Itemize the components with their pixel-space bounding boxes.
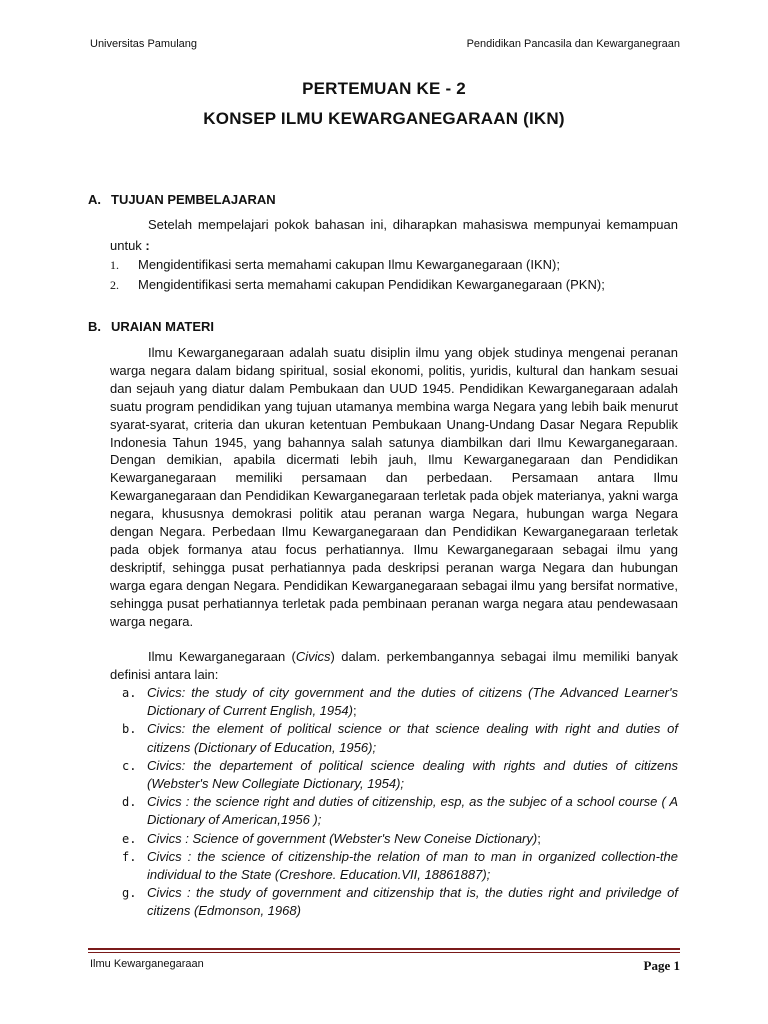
objective-item xyxy=(110,257,560,273)
section-a-intro-text: Setelah mempelajari pokok bahasan ini, diharapkan mahasiswa mempunyai kemampuan untuk xyxy=(110,217,678,253)
section-a-intro xyxy=(110,214,678,256)
section-a-intro-colon: : xyxy=(141,238,150,253)
objective-text: Mengidentifikasi serta memahami cakupan Pendidikan Kewarganegaraan (PKN); xyxy=(138,277,605,292)
definition-marker: a. xyxy=(122,686,137,700)
definition-text: Civics: the departement of political science dealing with rights and duties of citizens (Webster's New Collegiate Dictionary, 1954); xyxy=(147,757,678,792)
definition-marker: c. xyxy=(122,758,137,773)
definition-text: Civics : Science of government (Webster's New Coneise Dictionary) xyxy=(147,830,538,846)
definition-item xyxy=(122,848,678,884)
header-course: Pendidikan Pancasila dan Kewarganegraan xyxy=(466,38,680,50)
section-a-title: TUJUAN PEMBELAJARAN xyxy=(111,192,276,207)
meeting-title: PERTEMUAN KE - 2 xyxy=(302,79,466,98)
section-b-letter: B. xyxy=(88,319,101,334)
body-paragraph-1: Ilmu Kewarganegaraan adalah suatu disiplin ilmu yang objek studinya mengenai peranan warga negara dalam bidang spiritual, sosial ekonomi, politis, yuridis, kultural dan hankam sesuai dan sejauh yang diatur dalam Pembukaan dan UUD 1945. Pendidikan Kewarganegaraan adalah suatu program pendidikan yang tujuan utamanya membina warga Negara yang lebih baik menurut syarat-syarat, criteria dan ukuran ketentuan Pembukaan Unang-Undang Dasar Negara Republik Indonesia Tahun 1945, yang bahannya salah satunya diambilkan dari Ilmu Kewarganegaraan. Dengan demikian, apabila dicermati lebih jauh, Ilmu Kewarganegaraan dan Pendidikan Kewarganegaraan memiliki persamaan dan perbedaan. Persamaan antara Ilmu Kewarganegaraan dan Pendidikan Kewarganegaraan terletak pada objek materianya, yakni warga negara, khususnya demokrasi politik atau peranan warga Negara, hubungan warga Negara dengan Negara. Perbedaan Ilmu Kewarganegaraan dan Pendidikan Kewarganegaraan terletak pada objek formanya atau focus perhatiannya. Ilmu Kewarganegaraan sebagai ilmu yang deskriptif, sehingga pusat perhatiannya pada deskripsi peranan warga Negara dan hubungan warga egara dengan Negara. Pendidikan Kewarganegaraan sebagai ilmu yang bersifat normative, sehingga pusat perhatiannya terletak pada pembinaan peranan warga negara atau pendewasaan warga negara. xyxy=(110,345,678,629)
page-number: Page 1 xyxy=(643,958,680,973)
definition-item xyxy=(122,684,678,720)
civics-term: Civics xyxy=(295,649,331,664)
section-a-heading xyxy=(88,192,276,207)
footer-course: Ilmu Kewarganegaraan xyxy=(90,958,204,970)
definition-item xyxy=(122,830,678,848)
definition-text: Civics: the element of political science or that science dealing with right and duties of citizens (Dictionary of Education, 1956); xyxy=(147,721,678,755)
definition-text: Civics: the study of city government and the duties of citizens (The Advanced Learner's Dictionary of Current English, 1954) xyxy=(147,685,678,719)
header-university: Universitas Pamulang xyxy=(90,38,197,50)
definition-marker: b. xyxy=(122,722,137,737)
definition-item xyxy=(122,884,678,920)
para2-text-start: Ilmu Kewarganegaraan ( xyxy=(148,649,296,664)
definition-item xyxy=(122,757,678,793)
definition-tail: ; xyxy=(352,703,357,719)
objective-number: 2. xyxy=(110,278,119,292)
definitions-list xyxy=(122,684,678,921)
definition-item xyxy=(122,793,678,829)
footer-divider-thin xyxy=(88,952,680,953)
topic-title: KONSEP ILMU KEWARGANEGARAAN (IKN) xyxy=(203,109,565,128)
objective-number: 1. xyxy=(110,258,119,272)
definition-item xyxy=(122,720,678,756)
definition-text: Civics : the science of citizenship-the relation of man to man in organized collection-the individual to the State (Creshore. Education.VII, 18861887); xyxy=(147,848,678,883)
para2-text-end: ) dalam. perkembangannya sebagai ilmu memiliki banyak definisi antara lain: xyxy=(110,649,678,682)
section-a-letter: A. xyxy=(88,192,101,207)
definition-tail: ; xyxy=(537,830,541,846)
section-b-title: URAIAN MATERI xyxy=(111,319,215,334)
footer-divider xyxy=(88,948,680,950)
definition-marker: e. xyxy=(122,831,137,846)
objective-text: Mengidentifikasi serta memahami cakupan Ilmu Kewarganegaraan (IKN); xyxy=(138,257,560,272)
body-paragraph-2 xyxy=(110,648,678,684)
definition-text: Civics : the science right and duties of citizenship, esp, as the subjec of a school course ( A Dictionary of American,1956 ); xyxy=(147,794,678,828)
definition-marker: f. xyxy=(122,849,137,864)
definition-marker: d. xyxy=(122,795,137,810)
definition-text: Civics : the study of government and citizenship that is, the duties right and priviledge of citizens (Edmonson, 1968) xyxy=(147,885,678,919)
definition-marker: g. xyxy=(122,886,137,901)
section-b-heading xyxy=(88,319,214,334)
objective-item xyxy=(110,277,605,293)
